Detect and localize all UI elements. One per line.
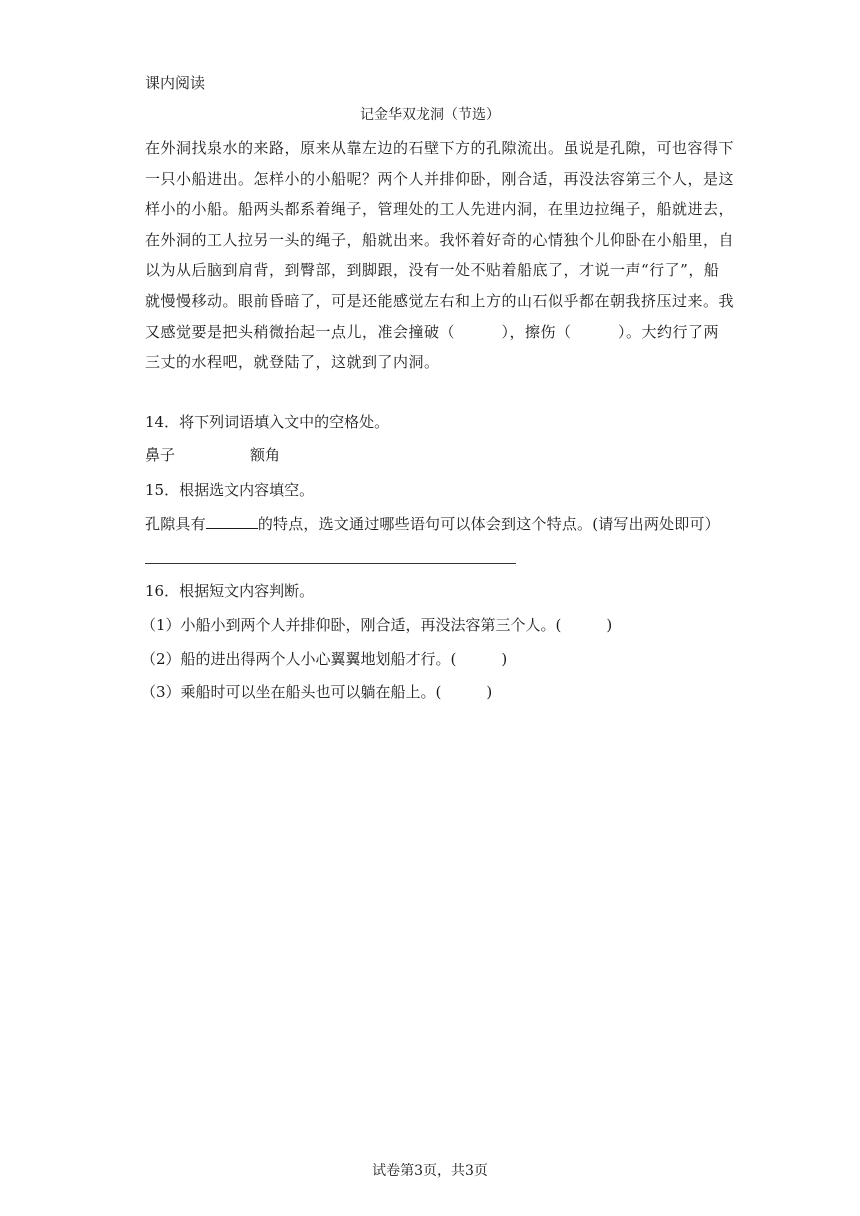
question-15-text-before: 孔隙具有 (145, 515, 206, 533)
passage-title: 记金华双龙洞（节选） (360, 107, 500, 123)
word-option-nose: 鼻子 (145, 446, 176, 464)
passage-line: 三丈的水程吧，就登陆了，这就到了内洞。 (145, 353, 440, 372)
passage-line: 一只小船进出。怎样小的小船呢？两个人并排仰卧，刚合适，再没法容第三个人，是这 (145, 169, 735, 188)
question-16-prompt: 16．根据短文内容判断。 (145, 582, 315, 600)
section-label: 课内阅读 (145, 74, 206, 92)
passage-line: 就慢慢移动。眼前昏暗了，可是还能感觉左右和上方的山石似乎都在朝我挤压过来。我 (145, 291, 735, 310)
passage-line: 样小的小船。船两头都系着绳子，管理处的工人先进内洞，在里边拉绳子，船就进去， (145, 200, 735, 219)
judgment-item-3[interactable]: （3）乘船时可以坐在船头也可以躺在船上。( ) (141, 683, 493, 701)
page-footer: 试卷第3页，共3页 (372, 1163, 488, 1179)
word-option-forehead: 额角 (250, 446, 281, 464)
passage-line: 在外洞的工人拉另一头的绳子，船就出来。我怀着好奇的心情独个儿仰卧在小船里，自 (145, 230, 735, 249)
judgment-item-1[interactable]: （1）小船小到两个人并排仰卧，刚合适，再没法容第三个人。( ) (141, 616, 613, 634)
question-15-prompt: 15．根据选文内容填空。 (145, 481, 315, 499)
judgment-item-2[interactable]: （2）船的进出得两个人小心翼翼地划船才行。( ) (141, 650, 508, 668)
fill-blank[interactable] (206, 514, 258, 529)
passage-line: 又感觉要是把头稍微抬起一点儿，准会撞破（ ），擦伤（ ）。大约行了两 (145, 322, 720, 341)
passage-line: 以为从后脑到肩背，到臀部，到脚跟，没有一处不贴着船底了，才说一声“行了”，船 (145, 261, 720, 280)
reading-passage (145, 133, 735, 378)
question-15-sentence (145, 513, 720, 534)
question-14-prompt: 14．将下列词语填入文中的空格处。 (145, 413, 390, 431)
answer-line[interactable] (145, 563, 516, 564)
question-15-text-after: 的特点，选文通过哪些语句可以体会到这个特点。(请写出两处即可） (257, 515, 720, 533)
passage-line: 在外洞找泉水的来路，原来从靠左边的石壁下方的孔隙流出。虽说是孔隙，可也容得下 (145, 139, 735, 157)
